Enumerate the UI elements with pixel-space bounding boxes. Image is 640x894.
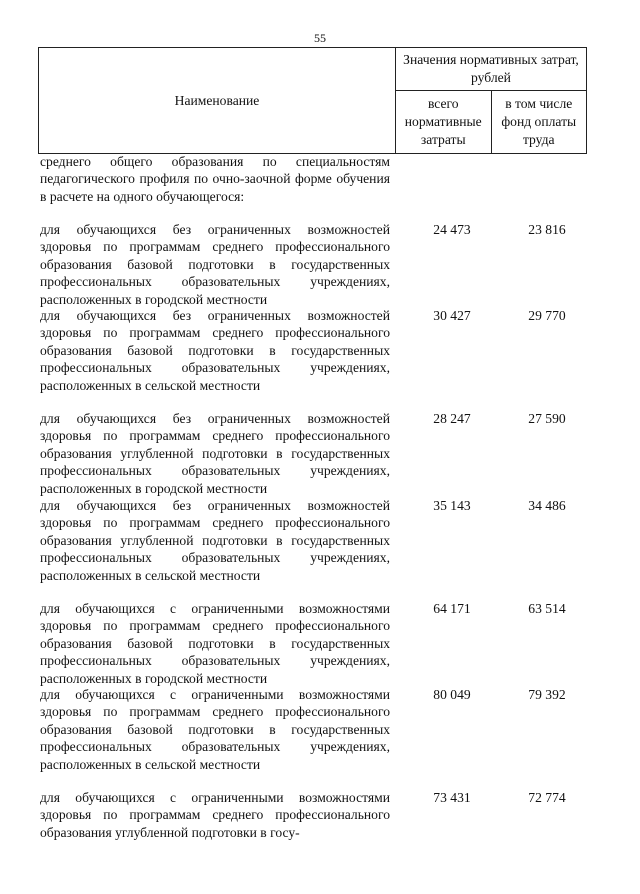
row-description: для обучающихся без ограниченных возможностей здоровья по программам среднего профессионального образования базовой подготовки в государственных профессиональных образовательных учреждениях, расположенных в сельской местности [40, 308, 390, 393]
column-header-total: всего нормативные затраты [396, 91, 492, 154]
row-wage-value: 29 770 [528, 308, 566, 323]
row-wage-value: 23 816 [528, 222, 566, 237]
column-header-name: Наименование [39, 48, 396, 154]
page-number: 55 [314, 31, 326, 45]
table-header [38, 47, 587, 154]
row-wage-value: 34 486 [528, 498, 566, 513]
row-description: для обучающихся без ограниченных возможностей здоровья по программам среднего профессионального образования базовой подготовки в государственных профессиональных образовательных учреждениях, расположенных в городской местности [40, 222, 390, 307]
row-total-value: 35 143 [433, 498, 471, 513]
row-description: для обучающихся без ограниченных возможностей здоровья по программам среднего профессионального образования углубленной подготовки в государственных профессиональных образовательных учреждениях, расположенных в сельской местности [40, 498, 390, 583]
row-total-value: 73 431 [433, 790, 471, 805]
row-wage-value: 72 774 [528, 790, 566, 805]
header-grid [38, 47, 587, 154]
row-wage-value: 79 392 [528, 687, 566, 702]
row-total-value: 64 171 [433, 601, 471, 616]
row-wage-value: 27 590 [528, 411, 566, 426]
row-total-value: 28 247 [433, 411, 471, 426]
intro-text: среднего общего образования по специальностям педагогического профиля по очно-заочной форме обучения в расчете на одного обучающегося: [40, 154, 390, 204]
row-description: для обучающихся с ограниченными возможностями здоровья по программам среднего профессионального образования базовой подготовки в государственных профессиональных образовательных учреждениях, расположенных в сельской местности [40, 687, 390, 772]
row-wage-value: 63 514 [528, 601, 566, 616]
column-header-wage: в том числе фонд оплаты труда [491, 91, 587, 154]
column-header-values: Значения нормативных затрат, рублей [396, 48, 587, 91]
row-total-value: 30 427 [433, 308, 471, 323]
row-description: для обучающихся без ограниченных возможностей здоровья по программам среднего профессионального образования углубленной подготовки в государственных профессиональных образовательных учреждениях, расположенных в городской местности [40, 411, 390, 496]
row-total-value: 24 473 [433, 222, 471, 237]
row-description: для обучающихся с ограниченными возможностями здоровья по программам среднего профессионального образования базовой подготовки в государственных профессиональных образовательных учреждениях, расположенных в городской местности [40, 601, 390, 686]
row-description: для обучающихся с ограниченными возможностями здоровья по программам среднего профессионального образования углубленной подготовки в госу- [40, 790, 390, 840]
row-total-value: 80 049 [433, 687, 471, 702]
